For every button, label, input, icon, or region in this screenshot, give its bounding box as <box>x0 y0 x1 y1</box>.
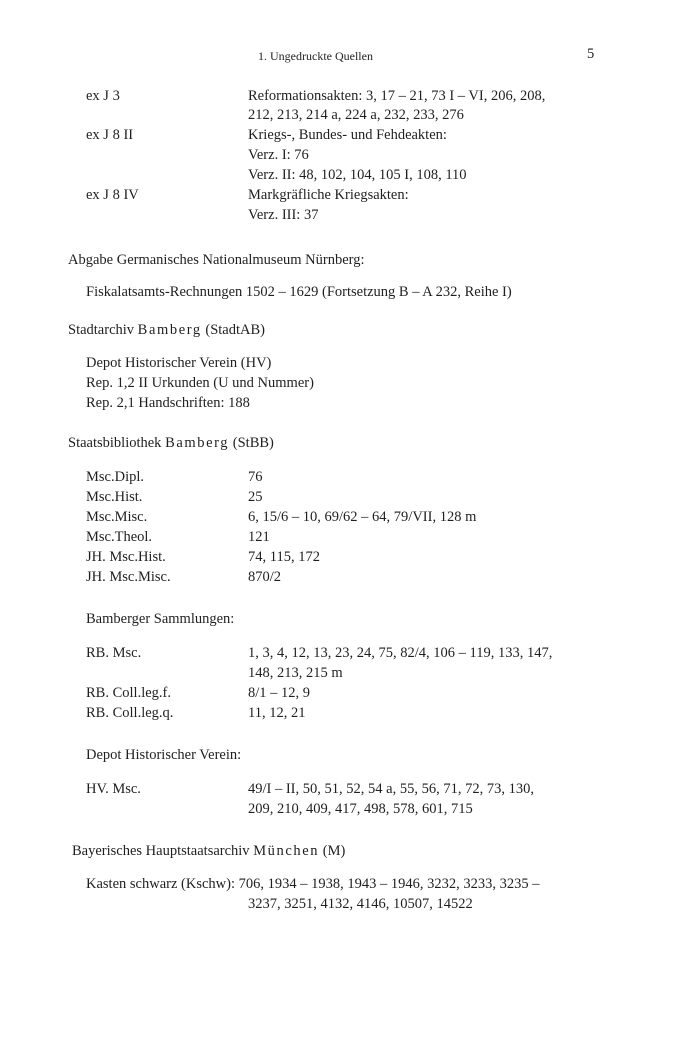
subsection-heading: Depot Historischer Verein: <box>86 747 242 763</box>
running-title: 1. Ungedruckte Quellen <box>258 49 373 63</box>
entry-line: 76 <box>248 469 263 485</box>
entry-line: 121 <box>248 529 270 545</box>
signature-label: Msc.Dipl. <box>86 469 144 485</box>
entry-line: 25 <box>248 489 263 505</box>
entry-line: 209, 210, 409, 417, 498, 578, 601, 715 <box>248 801 473 817</box>
signature-label: HV. Msc. <box>86 781 141 797</box>
entry-line: 49/I – II, 50, 51, 52, 54 a, 55, 56, 71, 72, 73, 130, <box>248 781 534 797</box>
entry-line: 8/1 – 12, 9 <box>248 685 311 701</box>
entry-line: Rep. 1,2 II Urkunden (U und Nummer) <box>86 375 314 391</box>
section-heading: Abgabe Germanisches Nationalmuseum Nürnberg: <box>68 252 365 268</box>
signature-label: JH. Msc.Misc. <box>86 569 171 585</box>
signature-label: RB. Coll.leg.q. <box>86 705 174 721</box>
signature-label: Msc.Theol. <box>86 529 153 545</box>
page-number: 5 <box>587 46 595 62</box>
entry-line: 870/2 <box>248 569 282 585</box>
entry-line: 212, 213, 214 a, 224 a, 232, 233, 276 <box>248 107 464 123</box>
section-heading: Bayerisches Hauptstaatsarchiv München (M) <box>72 843 346 859</box>
entry-line: Kasten schwarz (Kschw): 706, 1934 – 1938, 1943 – 1946, 3232, 3233, 3235 – <box>86 876 540 892</box>
entry-line: Verz. III: 37 <box>248 207 319 223</box>
entry-line: 1, 3, 4, 12, 13, 23, 24, 75, 82/4, 106 – 119, 133, 147, <box>248 645 553 661</box>
entry-line: Depot Historischer Verein (HV) <box>86 355 272 371</box>
signature-label: ex J 3 <box>86 88 120 104</box>
signature-label: Msc.Misc. <box>86 509 148 525</box>
signature-label: RB. Coll.leg.f. <box>86 685 171 701</box>
entry-line: Verz. II: 48, 102, 104, 105 I, 108, 110 <box>248 167 467 183</box>
signature-label: Msc.Hist. <box>86 489 143 505</box>
signature-label: ex J 8 IV <box>86 187 139 203</box>
entry-line: 74, 115, 172 <box>248 549 320 565</box>
entry-line: Rep. 2,1 Handschriften: 188 <box>86 395 250 411</box>
entry-line: Fiskalatsamts-Rechnungen 1502 – 1629 (Fortsetzung B – A 232, Reihe I) <box>86 284 512 300</box>
entry-line: Reformationsakten: 3, 17 – 21, 73 I – VI, 206, 208, <box>248 88 546 104</box>
signature-label: JH. Msc.Hist. <box>86 549 166 565</box>
subsection-heading: Bamberger Sammlungen: <box>86 611 235 627</box>
entry-line: 3237, 3251, 4132, 4146, 10507, 14522 <box>248 896 473 912</box>
section-heading: Stadtarchiv Bamberg (StadtAB) <box>68 322 265 338</box>
entry-line: Verz. I: 76 <box>248 147 309 163</box>
entry-line: Markgräfliche Kriegsakten: <box>248 187 409 203</box>
signature-label: ex J 8 II <box>86 127 134 143</box>
section-heading: Staatsbibliothek Bamberg (StBB) <box>68 435 274 451</box>
entry-line: Kriegs-, Bundes- und Fehdeakten: <box>248 127 447 143</box>
entry-line: 6, 15/6 – 10, 69/62 – 64, 79/VII, 128 m <box>248 509 477 525</box>
signature-label: RB. Msc. <box>86 645 142 661</box>
entry-line: 148, 213, 215 m <box>248 665 343 681</box>
entry-line: 11, 12, 21 <box>248 705 306 721</box>
